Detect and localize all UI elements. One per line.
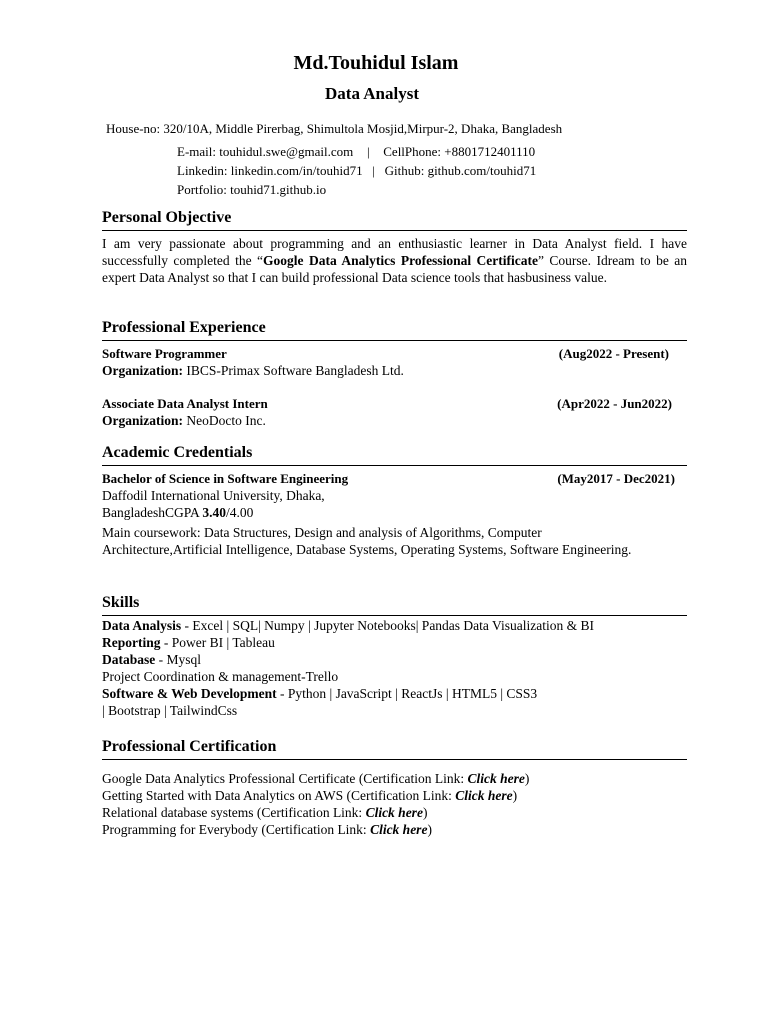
section-title-skills: Skills xyxy=(102,593,687,616)
objective-text-end: ” Course. Idream to be an expert Data Analyst so that I can build professional Data science tools that hasbusiness value. xyxy=(102,253,687,285)
skills-list xyxy=(102,617,687,719)
contact-row-3 xyxy=(177,182,326,198)
certification-link[interactable]: Click here xyxy=(455,788,513,803)
github-text[interactable]: Github: github.com/touhid71 xyxy=(384,163,537,178)
degree-title: Bachelor of Science in Software Engineering xyxy=(102,471,349,486)
skill-label: Data Analysis xyxy=(102,618,182,633)
contact-separator: | xyxy=(366,144,370,159)
link-prefix: (Certification Link: xyxy=(253,805,366,820)
link-prefix: (Certification Link: xyxy=(355,771,468,786)
job-header xyxy=(102,395,687,412)
skill-text: - Excel | SQL| Numpy | Jupyter Notebooks| Pandas Data Visualization & BI xyxy=(181,618,594,633)
objective-text xyxy=(102,235,687,286)
contact-row-2 xyxy=(177,163,536,179)
job-organization xyxy=(102,362,687,379)
linkedin-text[interactable]: Linkedin: linkedin.com/in/touhid71 xyxy=(177,163,363,178)
job-organization xyxy=(102,412,687,429)
degree-entry xyxy=(102,470,687,558)
skills-section xyxy=(102,593,687,719)
section-title-experience: Professional Experience xyxy=(102,318,687,341)
certification-link[interactable]: Click here xyxy=(467,771,525,786)
experience-section xyxy=(102,318,687,429)
cgpa-line xyxy=(102,504,687,521)
certification-name: Relational database systems xyxy=(102,805,254,820)
job-title: Software Programmer xyxy=(102,346,227,361)
certification-item xyxy=(102,787,687,804)
degree-header xyxy=(102,470,687,487)
degree-dates: (May2017 - Dec2021) xyxy=(557,471,675,486)
skill-text: - Mysql xyxy=(155,652,202,667)
skill-line-project: Project Coordination & management-Trello xyxy=(102,669,339,684)
link-suffix: ) xyxy=(427,822,432,837)
job-entry xyxy=(102,345,687,379)
skill-line-database xyxy=(102,651,687,668)
section-title-certification: Professional Certification xyxy=(102,737,687,760)
job-entry xyxy=(102,395,687,429)
skill-label: Reporting xyxy=(102,635,161,650)
cgpa-prefix: BangladeshCGPA xyxy=(102,505,203,520)
skill-text: - Python | JavaScript | ReactJs | HTML5 | CSS3 xyxy=(276,686,538,701)
candidate-name: Md.Touhidul Islam xyxy=(293,52,459,74)
objective-text-start: I am very passionate about programming and an enthusiastic learner in Data Analyst field. I have successfully completed the “ xyxy=(102,236,687,268)
skill-line-web xyxy=(102,685,687,702)
skill-label: Software & Web Development xyxy=(102,686,277,701)
certification-item xyxy=(102,821,687,838)
certification-list xyxy=(102,770,687,838)
phone-text: CellPhone: +8801712401110 xyxy=(383,144,536,159)
certification-name: Programming for Everybody xyxy=(102,822,258,837)
section-title-academic: Academic Credentials xyxy=(102,443,687,466)
job-title: Associate Data Analyst Intern xyxy=(102,396,268,411)
academic-section xyxy=(102,443,687,558)
portfolio-text[interactable]: Portfolio: touhid71.github.io xyxy=(177,182,327,197)
cgpa-value: 3.40 xyxy=(202,505,227,520)
link-suffix: ) xyxy=(422,805,428,820)
job-dates: (Apr2022 - Jun2022) xyxy=(557,396,672,411)
certification-link[interactable]: Click here xyxy=(365,805,423,820)
certification-section xyxy=(102,737,687,838)
certification-link[interactable]: Click here xyxy=(370,822,428,837)
org-label: Organization: xyxy=(102,413,183,428)
email-text[interactable]: E-mail: touhidul.swe@gmail.com xyxy=(177,144,354,159)
cgpa-scale: /4.00 xyxy=(226,505,254,520)
skill-line-reporting xyxy=(102,634,687,651)
link-suffix: ) xyxy=(524,771,530,786)
job-dates: (Aug2022 - Present) xyxy=(558,346,669,361)
skill-label: Database xyxy=(102,652,156,667)
contact-separator: | xyxy=(372,163,375,178)
coursework-text: Main coursework: Data Structures, Design and analysis of Algorithms, Computer Architecture,Artificial Intelligence, Database Systems, Operating Systems, Software Engineering. xyxy=(102,525,632,557)
org-name: IBCS-Primax Software Bangladesh Ltd. xyxy=(186,363,404,378)
link-prefix: (Certification Link: xyxy=(343,788,456,803)
skill-line-web-continued: | Bootstrap | TailwindCss xyxy=(102,703,238,718)
contact-row-1 xyxy=(177,144,535,160)
skill-line-analysis xyxy=(102,617,687,634)
job-header xyxy=(102,345,687,362)
link-prefix: (Certification Link: xyxy=(257,822,371,837)
objective-section xyxy=(102,208,687,286)
certification-name: Getting Started with Data Analytics on AWS xyxy=(102,788,344,803)
address-line: House-no: 320/10A, Middle Pirerbag, Shimultola Mosjid,Mirpur-2, Dhaka, Bangladesh xyxy=(106,121,563,136)
link-suffix: ) xyxy=(512,788,518,803)
org-label: Organization: xyxy=(102,363,183,378)
objective-highlight: Google Data Analytics Professional Certificate xyxy=(263,253,538,268)
skill-text: - Power BI | Tableau xyxy=(160,635,275,650)
certification-item xyxy=(102,770,687,787)
certification-item xyxy=(102,804,687,821)
university-name: Daffodil International University, Dhaka, xyxy=(102,488,325,503)
section-title-objective: Personal Objective xyxy=(102,208,687,231)
org-name: NeoDocto Inc. xyxy=(186,413,266,428)
certification-name: Google Data Analytics Professional Certificate xyxy=(102,771,356,786)
candidate-role: Data Analyst xyxy=(325,84,419,103)
